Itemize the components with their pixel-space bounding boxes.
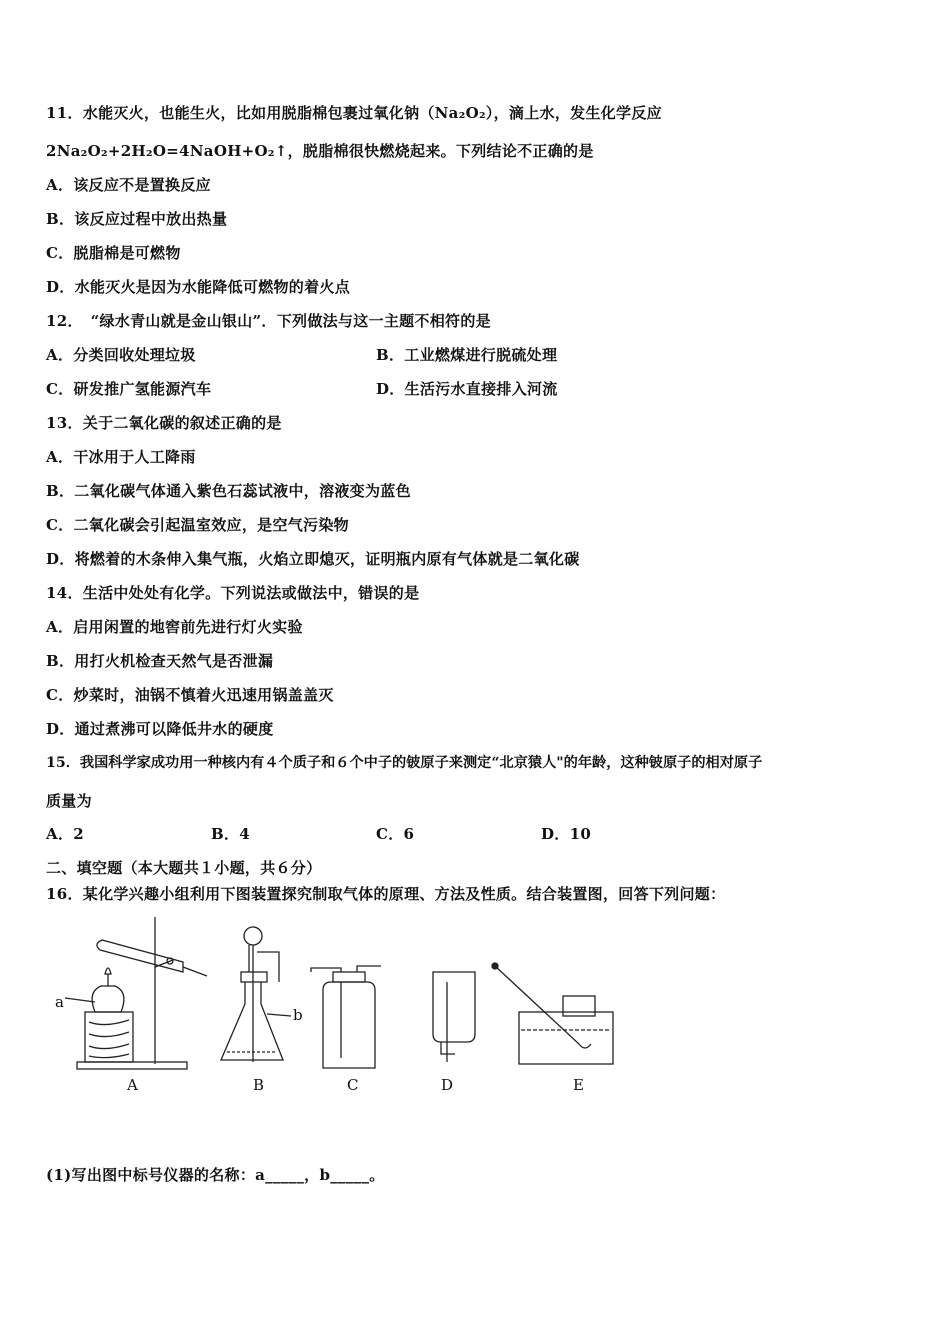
apparatus-b	[221, 927, 291, 1062]
q14-option-c: C．炒菜时，油锅不慎着火迅速用锅盖盖灭	[46, 686, 334, 704]
q14-option-a: A．启用闲置的地窖前先进行灯火实验	[46, 618, 303, 636]
apparatus-a	[65, 917, 207, 1069]
q11-stem-line1: 11．水能灭火，也能生火，比如用脱脂棉包裹过氧化钠（Na₂O₂），滴上水，发生化学反应	[46, 104, 662, 122]
label-mark-a: a	[55, 993, 64, 1011]
q11-option-a: A．该反应不是置换反应	[46, 176, 211, 194]
section-heading: 二、填空题（本大题共１小题，共６分）	[46, 859, 322, 877]
q14-stem: 14．生活中处处有化学。下列说法或做法中，错误的是	[46, 584, 420, 602]
q12-option-a: A．分类回收处理垃圾	[46, 346, 196, 364]
q16-stem: 16．某化学兴趣小组利用下图装置探究制取气体的原理、方法及性质。结合装置图，回答下列问题：	[46, 885, 726, 903]
q11-stem-line2: 2Na₂O₂+2H₂O=4NaOH+O₂↑，脱脂棉很快燃烧起来。下列结论不正确的是	[46, 142, 594, 160]
q12-option-d: D．生活污水直接排入河流	[376, 380, 558, 398]
label-apparatus-d: D	[441, 1076, 454, 1094]
q13-stem: 13．关于二氧化碳的叙述正确的是	[46, 414, 282, 432]
q12-option-c: C．研发推广氢能源汽车	[46, 380, 212, 398]
q16-subquestion-1: (1)写出图中标号仪器的名称：a_____，b_____。	[46, 1166, 385, 1184]
q15-stem-line1: 15．我国科学家成功用一种核内有４个质子和６个中子的铍原子来测定“北京猿人"的年龄，这种铍原子的相对原子	[46, 755, 763, 771]
q15-option-a: A．2	[46, 825, 84, 843]
label-apparatus-e: E	[573, 1076, 584, 1094]
q15-option-b: B．4	[211, 825, 251, 843]
q13-option-c: C．二氧化碳会引起温室效应，是空气污染物	[46, 516, 349, 534]
q11-option-c: C．脱脂棉是可燃物	[46, 244, 181, 262]
q14-option-d: D．通过煮沸可以降低井水的硬度	[46, 720, 274, 738]
q12-stem: 12． “绿水青山就是金山银山”．下列做法与这一主题不相符的是	[46, 312, 491, 330]
label-apparatus-a: A	[127, 1076, 138, 1094]
q13-option-d: D．将燃着的木条伸入集气瓶，火焰立即熄灭，证明瓶内原有气体就是二氧化碳	[46, 550, 580, 568]
q15-option-d: D．10	[541, 825, 592, 843]
q11-option-d: D．水能灭火是因为水能降低可燃物的着火点	[46, 278, 351, 296]
label-mark-b: b	[293, 1006, 303, 1024]
apparatus-c	[311, 966, 381, 1068]
q11-option-b: B．该反应过程中放出热量	[46, 210, 228, 228]
apparatus-figure	[55, 912, 625, 1102]
q14-option-b: B．用打火机检查天然气是否泄漏	[46, 652, 274, 670]
label-apparatus-c: C	[347, 1076, 359, 1094]
apparatus-e	[492, 963, 613, 1064]
q15-stem-line2: 质量为	[46, 792, 92, 810]
q15-option-c: C．6	[376, 825, 415, 843]
q12-option-b: B．工业燃煤进行脱硫处理	[376, 346, 558, 364]
q13-option-a: A．干冰用于人工降雨	[46, 448, 196, 466]
label-apparatus-b: B	[253, 1076, 265, 1094]
q13-option-b: B．二氧化碳气体通入紫色石蕊试液中，溶液变为蓝色	[46, 482, 411, 500]
apparatus-d	[433, 972, 475, 1062]
